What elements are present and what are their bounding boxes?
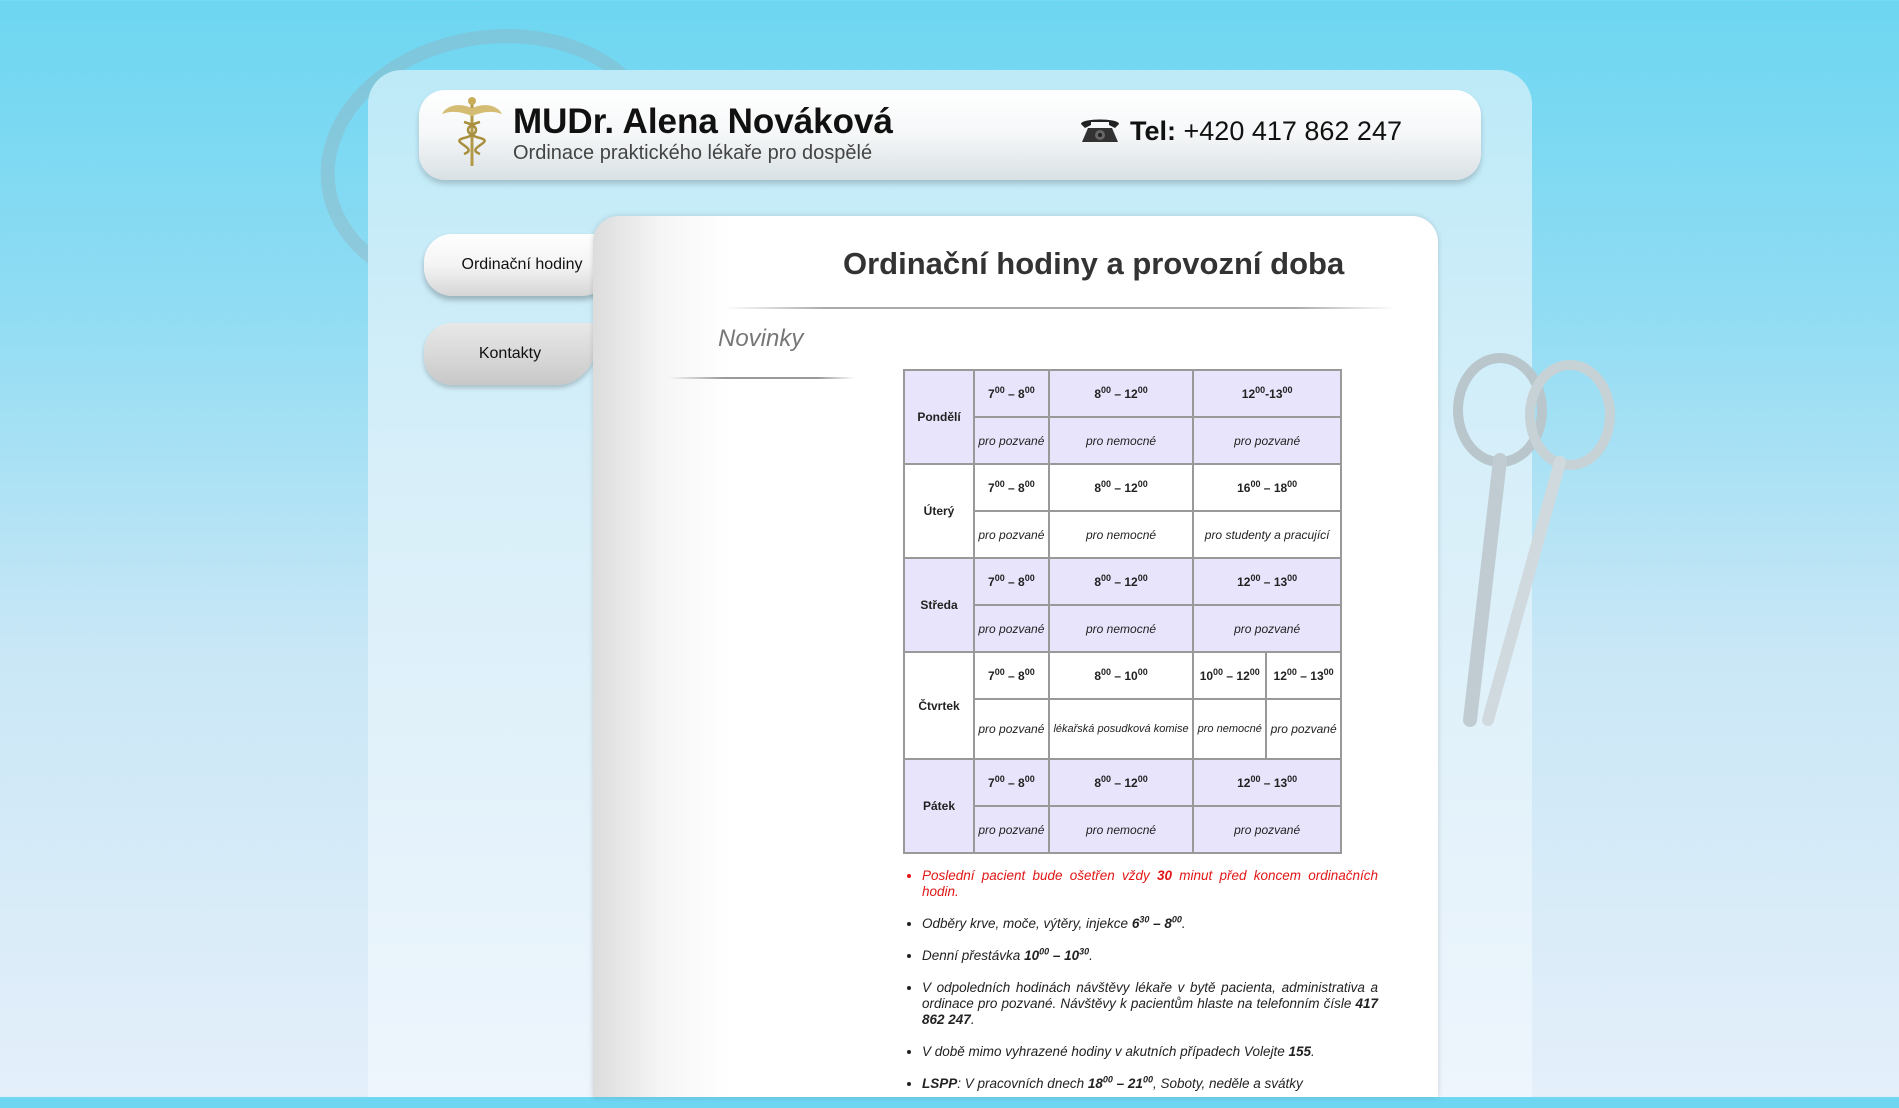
time-cell: $7^{00} - 8^{00}$ [974, 558, 1049, 605]
table-row [904, 652, 1341, 699]
time-cell: $7^{00} - 8^{00}$ [974, 652, 1049, 699]
scissors-decoration [1430, 350, 1630, 730]
label-cell: pro pozvané [1266, 699, 1341, 759]
time-cell: $12^{00} - 13^{00}$ [1266, 652, 1341, 699]
phone-label: Tel: [1130, 116, 1176, 146]
office-hours-table [903, 369, 1342, 854]
nav-item-ordinacni-hodiny[interactable] [424, 234, 620, 296]
time-cell: $10^{00} - 12^{00}$ [1193, 652, 1266, 699]
label-cell: pro nemocné [1193, 699, 1266, 759]
phone-contact [1130, 116, 1402, 147]
label-cell: pro nemocné [1049, 806, 1194, 853]
time-cell: $8^{00} - 12^{00}$ [1049, 558, 1194, 605]
label-cell: pro studenty a pracující [1193, 511, 1341, 558]
list-item: • Denní přestávka $10^{00} - 10^{30}$. [922, 948, 1378, 964]
list-item: • V odpoledních hodinách návštěvy lékaře v bytě pacienta, administrativa a ordinace pro pozvané. Návštěvy k pacientům hlaste na telefonním čísle 417 862 247. [922, 980, 1378, 1028]
label-cell: pro pozvané [974, 605, 1049, 652]
site-title: MUDr. Alena Nováková [513, 102, 893, 141]
time-cell: $8^{00} - 12^{00}$ [1049, 759, 1194, 806]
news-divider [668, 377, 855, 379]
list-item: • LSPP: V pracovních dnech $18^{00} - 21^{00}$, Soboty, neděle a svátky [922, 1076, 1378, 1092]
table-row [904, 370, 1341, 417]
list-item: • V době mimo vyhrazené hodiny v akutních případech Volejte 155. [922, 1044, 1378, 1060]
time-cell: $8^{00} - 10^{00}$ [1049, 652, 1194, 699]
label-cell: pro nemocné [1049, 417, 1194, 464]
phone-number[interactable]: +420 417 862 247 [1183, 116, 1402, 146]
label-cell: lékařská posudková komise [1049, 699, 1194, 759]
day-cell: Středa [904, 558, 974, 652]
label-cell: pro pozvané [974, 417, 1049, 464]
day-cell: Pátek [904, 759, 974, 853]
nav-item-label: Kontakty [478, 345, 542, 362]
time-cell: $16^{00} - 18^{00}$ [1193, 464, 1341, 511]
time-cell: $7^{00} - 8^{00}$ [974, 464, 1049, 511]
news-heading: Novinky [718, 325, 804, 352]
list-item: • Odběry krve, moče, výtěry, injekce $6^{30} - 8^{00}$. [922, 916, 1378, 932]
nav-item-kontakty[interactable] [424, 323, 596, 385]
notes-list [906, 868, 1378, 1108]
label-cell: pro pozvané [974, 511, 1049, 558]
telephone-icon [1078, 115, 1122, 145]
day-cell: Pondělí [904, 370, 974, 464]
title-divider [725, 307, 1395, 309]
day-cell: Úterý [904, 464, 974, 558]
caduceus-icon [440, 96, 504, 168]
label-cell: pro pozvané [1193, 605, 1341, 652]
time-cell: $12^{00}-13^{00}$ [1193, 370, 1341, 417]
label-cell: pro nemocné [1049, 605, 1194, 652]
table-row [904, 759, 1341, 806]
label-cell: pro pozvané [974, 699, 1049, 759]
table-row [904, 558, 1341, 605]
table-row [904, 464, 1341, 511]
time-cell: $12^{00} - 13^{00}$ [1193, 558, 1341, 605]
label-cell: pro pozvané [1193, 806, 1341, 853]
time-cell: $8^{00} - 12^{00}$ [1049, 370, 1194, 417]
label-cell: pro nemocné [1049, 511, 1194, 558]
site-subtitle: Ordinace praktického lékaře pro dospělé [513, 142, 873, 164]
nav-item-label: Ordinační hodiny [461, 256, 583, 273]
day-cell: Čtvrtek [904, 652, 974, 759]
page-title: Ordinační hodiny a provozní doba [843, 246, 1345, 281]
label-cell: pro pozvané [974, 806, 1049, 853]
label-cell: pro pozvané [1193, 417, 1341, 464]
time-cell: $8^{00} - 12^{00}$ [1049, 464, 1194, 511]
time-cell: $7^{00} - 8^{00}$ [974, 759, 1049, 806]
time-cell: $7^{00} - 8^{00}$ [974, 370, 1049, 417]
time-cell: $12^{00} - 13^{00}$ [1193, 759, 1341, 806]
list-item: • Poslední pacient bude ošetřen vždy 30 minut před koncem ordinačních hodin. [922, 868, 1378, 900]
